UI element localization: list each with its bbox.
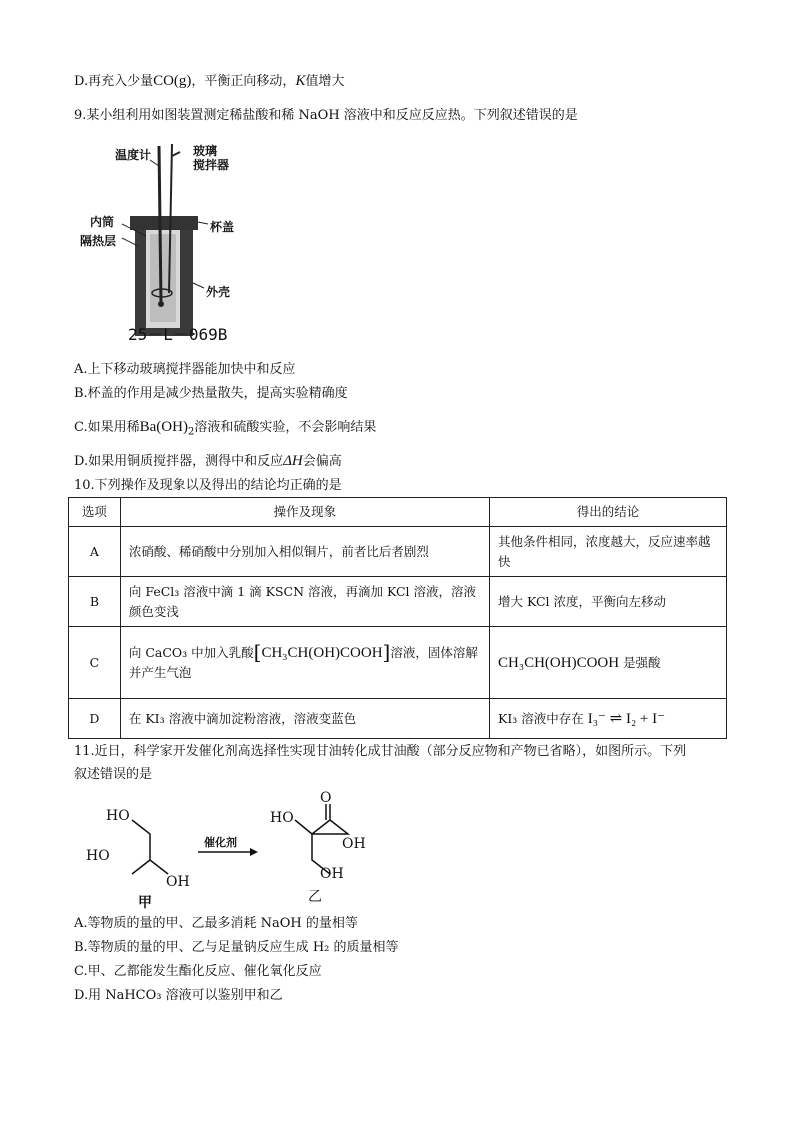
- q9-d-symbol: ΔH: [283, 453, 303, 469]
- q10-table: [68, 497, 727, 739]
- label-jia: 甲: [138, 895, 152, 911]
- table-row: [69, 699, 727, 739]
- table-row: [69, 627, 727, 699]
- catalyst-label: 催化剂: [204, 836, 237, 849]
- q8-d-text-after: 值增大: [305, 74, 345, 89]
- q9-c-text: C.如果用稀: [74, 420, 140, 435]
- row-c-con-text: 是强酸: [619, 654, 661, 670]
- acid-o: O: [320, 790, 332, 806]
- q8-d-formula: CO(g): [153, 73, 192, 89]
- q9-stem: 9.某小组利用如图装置测定稀盐酸和稀 NaOH 溶液中和反应反应热。下列叙述错误的是: [74, 108, 578, 123]
- row-d-operation: 在 KI₃ 溶液中滴加淀粉溶液，溶液变蓝色: [120, 699, 489, 739]
- q10-stem: 10.下列操作及现象以及得出的结论均正确的是: [74, 478, 342, 493]
- label-yi: 乙: [308, 889, 322, 905]
- row-a-operation: 浓硝酸、稀硝酸中分别加入相似铜片，前者比后者剧烈: [120, 527, 489, 577]
- label-shell: 外壳: [206, 285, 231, 299]
- q9-c-formula: Ba(OH): [139, 419, 188, 435]
- row-d-con-text: KI₃ 溶液中存在: [498, 710, 588, 726]
- q9-option-b: B.杯盖的作用是减少热量散失，提高实验精确度: [74, 386, 348, 401]
- q11-option-c: C.甲、乙都能发生酯化反应、催化氧化反应: [74, 964, 322, 979]
- bracket-left: [: [253, 640, 262, 664]
- row-c-option: C: [69, 627, 121, 699]
- header-option: 选项: [69, 498, 121, 527]
- acid-oh-carboxyl: OH: [342, 836, 366, 852]
- q11-stem-line1: 11.近日，科学家开发催化剂高选择性实现甘油转化成甘油酸（部分反应物和产物已省略），如图所示。下列: [74, 744, 687, 759]
- label-thermometer: 温度计: [115, 148, 152, 162]
- glycerol-oh: OH: [166, 874, 190, 890]
- row-c-operation: [120, 627, 489, 699]
- table-header-row: [69, 498, 727, 527]
- label-stirrer-1: 玻璃: [193, 144, 218, 158]
- acid-ho: HO: [270, 810, 294, 826]
- q8-option-d: [74, 72, 344, 91]
- q8-d-k-symbol: K: [295, 73, 306, 89]
- q9-c-text-after: 溶液和硫酸实验，不会影响结果: [194, 420, 377, 435]
- label-insulation: 隔热层: [80, 234, 117, 248]
- calorimeter-figure: [80, 138, 300, 348]
- q9-c-subscript: 2: [187, 426, 195, 438]
- acid-oh: OH: [320, 866, 344, 882]
- row-a-conclusion: 其他条件相同，浓度越大，反应速率越快: [490, 527, 727, 577]
- q9-option-c: [74, 418, 376, 442]
- header-operation: 操作及现象: [120, 498, 489, 527]
- label-inner-cup: 内筒: [90, 215, 115, 229]
- row-c-con-formula: CH₃CH(OH)COOH: [498, 654, 620, 671]
- row-d-con-formula: I₃⁻ ⇌ I₂ + I⁻: [587, 710, 666, 727]
- q8-d-text: D.再充入少量: [74, 74, 154, 89]
- header-conclusion: 得出的结论: [490, 498, 727, 527]
- bracket-right: ]: [382, 640, 391, 664]
- q11-option-d: D.用 NaHCO₃ 溶液可以鉴别甲和乙: [74, 988, 283, 1003]
- row-c-op-formula: CH₃CH(OH)COOH: [261, 645, 383, 661]
- q8-d-text-mid: ，平衡正向移动，: [191, 74, 296, 89]
- table-row: [69, 527, 727, 577]
- label-stirrer-2: 搅拌器: [193, 158, 230, 172]
- table-row: [69, 577, 727, 627]
- row-b-option: B: [69, 577, 121, 627]
- q9-d-text-after: 会偏高: [302, 454, 342, 469]
- figure-code: 25－L－069B: [128, 325, 228, 344]
- q9-d-text: D.如果用铜质搅拌器，测得中和反应: [74, 454, 284, 469]
- row-d-conclusion: [490, 699, 727, 739]
- row-c-op-text: 向 CaCO₃ 中加入乳酸: [128, 645, 254, 660]
- row-c-conclusion: [490, 627, 727, 699]
- glycerol-ho-mid: HO: [86, 848, 110, 864]
- q9-option-a: A.上下移动玻璃搅拌器能加快中和反应: [74, 362, 296, 377]
- q11-option-b: B.等物质的量的甲、乙与足量钠反应生成 H₂ 的质量相等: [74, 940, 399, 955]
- row-b-conclusion: 增大 KCl 浓度，平衡向左移动: [490, 577, 727, 627]
- row-a-option: A: [69, 527, 121, 577]
- row-c-op-text-after: 溶液，固体溶解并产生气泡: [128, 645, 478, 680]
- q9-option-d: [74, 452, 342, 471]
- label-lid: 杯盖: [210, 220, 235, 234]
- q11-option-a: A.等物质的量的甲、乙最多消耗 NaOH 的量相等: [74, 916, 358, 931]
- reaction-scheme: [80, 790, 380, 910]
- row-b-operation: 向 FeCl₃ 溶液中滴 1 滴 KSCN 溶液，再滴加 KCl 溶液，溶液颜色变浅: [120, 577, 489, 627]
- row-d-option: D: [69, 699, 121, 739]
- glycerol-ho-top: HO: [106, 808, 130, 824]
- q11-stem-line2: 叙述错误的是: [74, 767, 153, 782]
